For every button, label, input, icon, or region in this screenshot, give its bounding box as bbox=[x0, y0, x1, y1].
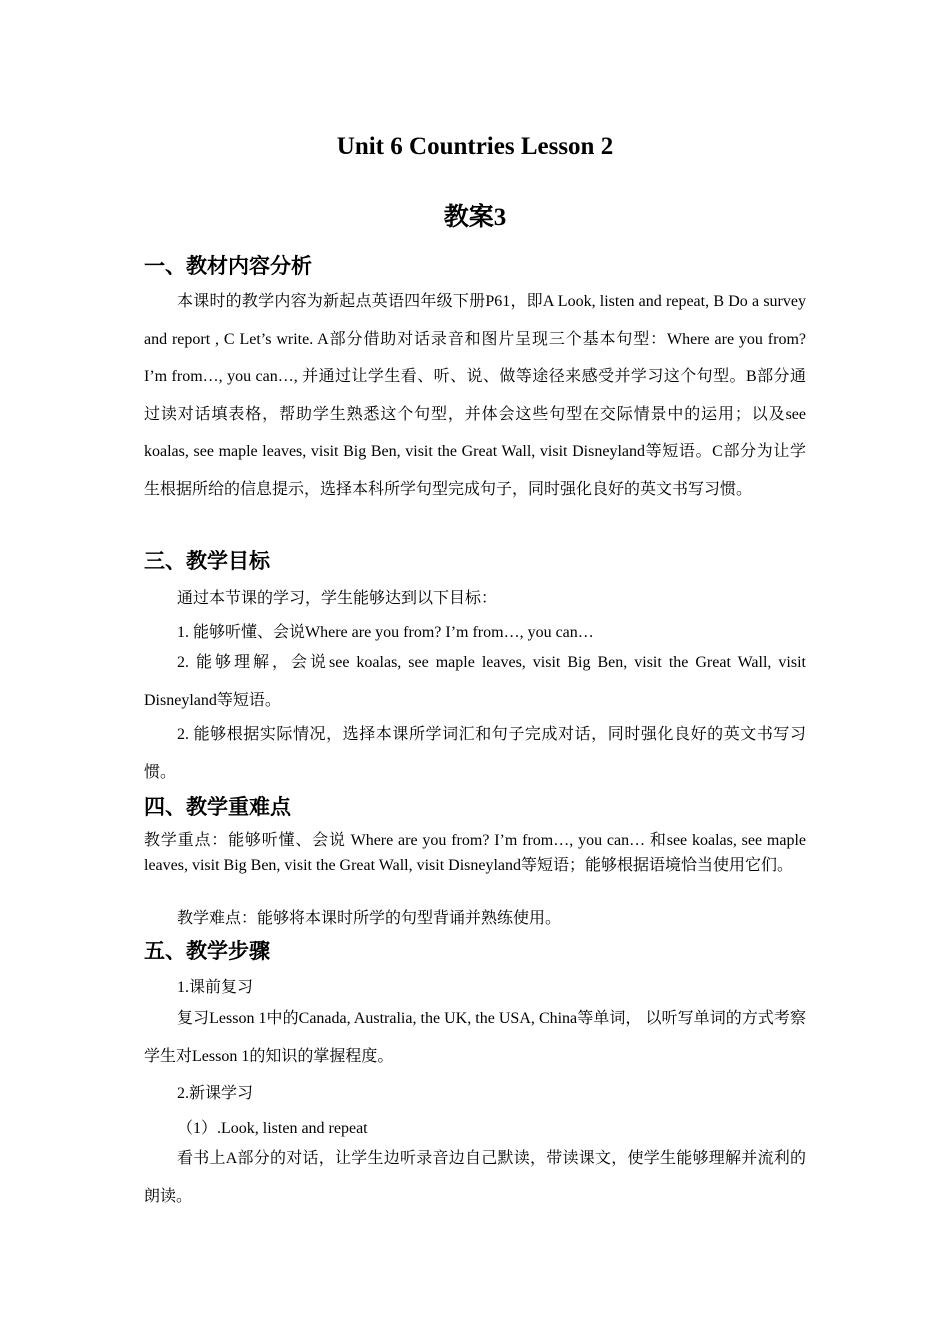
teaching-goals-intro: 通过本节课的学习，学生能够达到以下目标： bbox=[177, 590, 498, 607]
teaching-goal-2: 2. 能够理解，会说see koalas, see maple leaves, visit Big Ben, visit the Great Wall, visit Disneyland等短语。 bbox=[144, 654, 806, 709]
section-heading-teaching-steps: 五、教学步骤 bbox=[144, 939, 270, 963]
document-title: Unit 6 Countries Lesson 2 bbox=[336, 133, 614, 160]
difficult-points-paragraph: 教学难点：能够将本课时所学的句型背诵并熟练使用。 bbox=[177, 910, 562, 927]
step1-body: 复习Lesson 1中的Canada, Australia, the UK, the USA, China等单词， 以听写单词的方式考察学生对Lesson 1的知识的掌握程度。 bbox=[144, 1010, 806, 1065]
step1-title: 1.课前复习 bbox=[177, 979, 254, 996]
teaching-goal-3: 2. 能够根据实际情况，选择本课所学词汇和句子完成对话，同时强化良好的英文书写习惯。 bbox=[144, 726, 806, 781]
section-heading-key-difficult-points: 四、教学重难点 bbox=[144, 795, 291, 819]
step2-subtitle: （1）.Look, listen and repeat bbox=[177, 1120, 368, 1137]
step2-body: 看书上A部分的对话，让学生边听录音边自己默读，带读课文，使学生能够理解并流利的朗读。 bbox=[144, 1150, 806, 1205]
document-subtitle: 教案3 bbox=[443, 204, 507, 231]
section-heading-content-analysis: 一、教材内容分析 bbox=[144, 254, 312, 278]
section-heading-teaching-goals: 三、教学目标 bbox=[144, 549, 270, 573]
teaching-goal-1: 1. 能够听懂、会说Where are you from? I’m from…, you can… bbox=[177, 624, 594, 641]
step2-title: 2.新课学习 bbox=[177, 1085, 254, 1102]
key-points-paragraph: 教学重点：能够听懂、会说 Where are you from? I’m from…, you can… 和see koalas, see maple leaves, visit Big Ben, visit the Great Wall, visit Disneyland等短语；能够根据语境恰当使用它们。 bbox=[144, 832, 806, 874]
content-analysis-paragraph: 本课时的教学内容为新起点英语四年级下册P61，即A Look, listen and repeat, B Do a survey and report , C Let’s write. A部分借助对话录音和图片呈现三个基本句型：Where are you from? I’m from…, you can…, 并通过让学生看、听、说、做等途径来感受并学习这个句型。B部分通过读对话填表格，帮助学生熟悉这个句型，并体会这些句型在交际情景中的运用；以及see koalas, see maple leaves, visit Big Ben, visit the Great Wall, visit Disneyland等短语。C部分为让学生根据所给的信息提示，选择本科所学句型完成句子，同时强化良好的英文书写习惯。 bbox=[144, 293, 806, 498]
